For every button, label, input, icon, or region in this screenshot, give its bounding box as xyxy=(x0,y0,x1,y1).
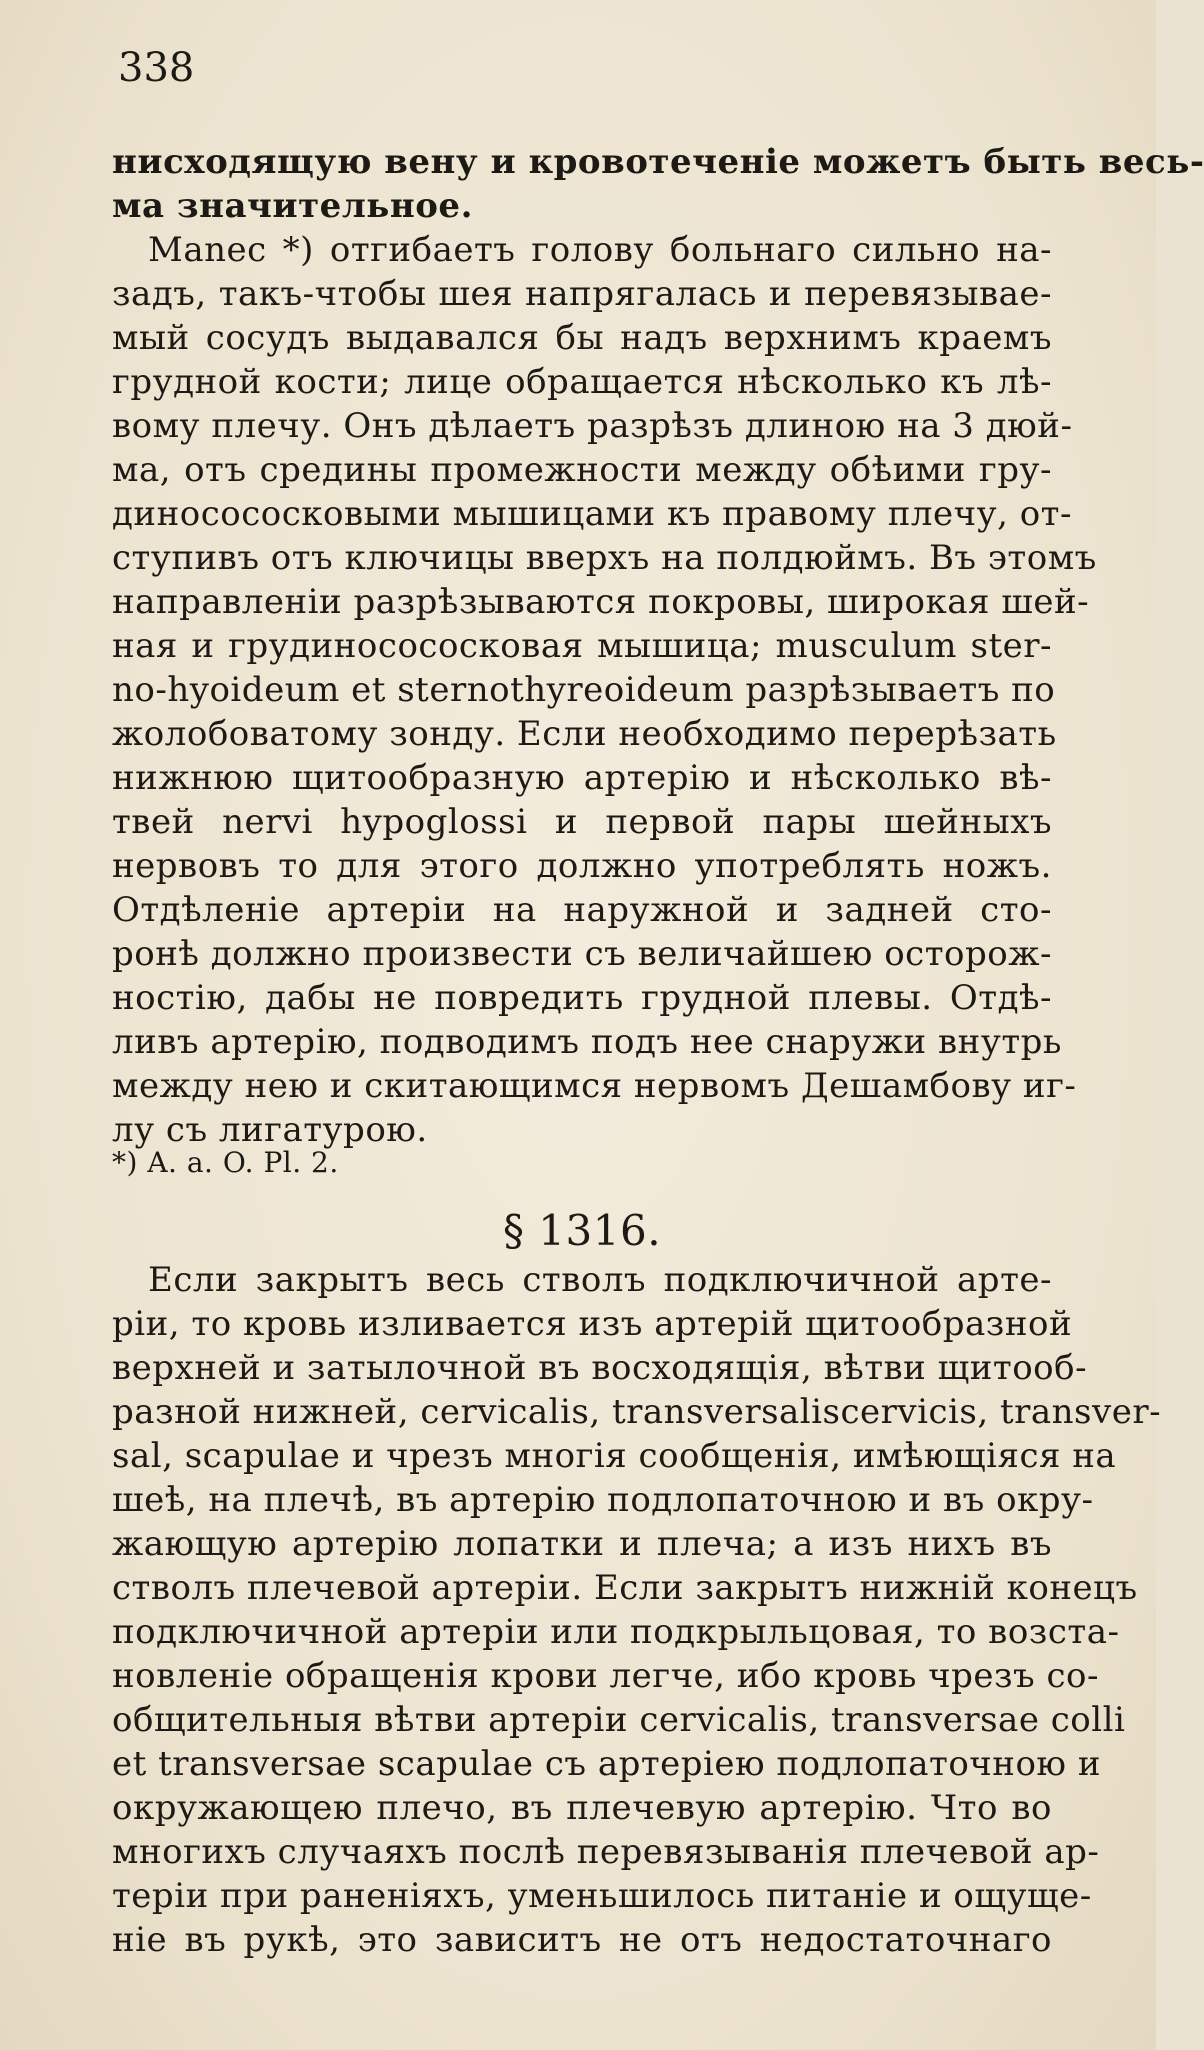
text-line: между нею и скитающимся нервомъ Дешамбову иг- xyxy=(112,1066,1077,1106)
text-line: ностію, дабы не повредить грудной плевы. Отдѣ- xyxy=(112,978,1052,1018)
text-line: Отдѣленіе артеріи на наружной и задней сто- xyxy=(112,890,1052,930)
text-line: ріи, то кровь изливается изъ артерій щитообразной xyxy=(112,1304,1073,1344)
text-line: жающую артерію лопатки и плеча; а изъ нихъ въ xyxy=(112,1524,1052,1564)
text-line: грудной кости; лице обращается нѣсколько къ лѣ- xyxy=(112,362,1052,402)
text-line: ніе въ рукѣ, это зависитъ не отъ недостаточнаго xyxy=(112,1920,1052,1960)
text-line: ступивъ отъ ключицы вверхъ на полдюймъ. Въ этомъ xyxy=(112,538,1097,578)
text-line: шеѣ, на плечѣ, въ артерію подлопаточною и въ окру- xyxy=(112,1480,1094,1520)
text-line: диносососковыми мышицами къ правому плечу, от- xyxy=(112,494,1072,534)
text-line: ма, отъ средины промежности между обѣими гру- xyxy=(112,450,1052,490)
text-line: новленіе обращенія крови легче, ибо кровь чрезъ со- xyxy=(112,1656,1099,1696)
text-line: ная и грудиносососковая мышица; musculum ster- xyxy=(112,626,1052,666)
text-line: направленіи разрѣзываются покровы, широкая шей- xyxy=(112,582,1090,622)
section-heading: § 1316. xyxy=(502,1206,662,1255)
text-line: no-hyoideum et sternothyreoideum разрѣзываетъ по xyxy=(112,670,1056,710)
page-number: 338 xyxy=(118,45,195,91)
text-line: ронѣ должно произвести съ величайшею осторож- xyxy=(112,934,1052,974)
text-line: sal, scapulae и чрезъ многія сообщенія, имѣющіяся на xyxy=(112,1436,1117,1476)
footnote: *) A. a. O. Pl. 2. xyxy=(112,1146,339,1179)
text-line: нервовъ то для этого должно употреблять ножъ. xyxy=(112,846,1052,886)
text-line: et transversae scapulae съ артеріею подлопаточною и xyxy=(112,1744,1101,1784)
text-line: нисходящую вену и кровотеченіе можетъ быть весь- xyxy=(112,142,1204,182)
text-line: окружающею плечо, въ плечевую артерію. Что во xyxy=(112,1788,1052,1828)
text-line: ма значительное. xyxy=(112,186,473,226)
text-line: верхней и затылочной въ восходящія, вѣтви щитооб- xyxy=(112,1348,1088,1388)
text-line: разной нижней, cervicalis, transversaliscervicis, transver- xyxy=(112,1392,1162,1432)
text-line: подключичной артеріи или подкрыльцовая, то возста- xyxy=(112,1612,1120,1652)
text-line: лу съ лигатурою. xyxy=(112,1110,428,1150)
main-paragraphs xyxy=(112,140,1204,1152)
text-line: задъ, такъ-чтобы шея напрягалась и перевязывае- xyxy=(112,274,1052,314)
text-line: общительныя вѣтви артеріи cervicalis, transversae colli xyxy=(112,1700,1126,1740)
text-line: вому плечу. Онъ дѣлаетъ разрѣзъ длиною на 3 дюй- xyxy=(112,406,1073,446)
text-line: стволъ плечевой артеріи. Если закрытъ нижній конецъ xyxy=(112,1568,1138,1608)
text-line: теріи при раненіяхъ, уменьшилось питаніе и ощуще- xyxy=(112,1876,1092,1916)
text-line: твей nervi hypoglossi и первой пары шейныхъ xyxy=(112,802,1052,842)
text-line: ливъ артерію, подводимъ подъ нее снаружи внутрь xyxy=(112,1022,1062,1062)
text-line: мый сосудъ выдавался бы надъ верхнимъ краемъ xyxy=(112,318,1052,358)
text-line: Manec *) отгибаетъ голову больнаго сильно на- xyxy=(148,230,1052,270)
text-line: многихъ случаяхъ послѣ перевязыванія плечевой ар- xyxy=(112,1832,1100,1872)
text-line: нижнюю щитообразную артерію и нѣсколько вѣ- xyxy=(112,758,1052,798)
text-line: Если закрытъ весь стволъ подключичной арте- xyxy=(148,1260,1052,1300)
section-paragraph xyxy=(112,1258,1162,1962)
text-line: жолобоватому зонду. Если необходимо перерѣзать xyxy=(112,714,1057,754)
